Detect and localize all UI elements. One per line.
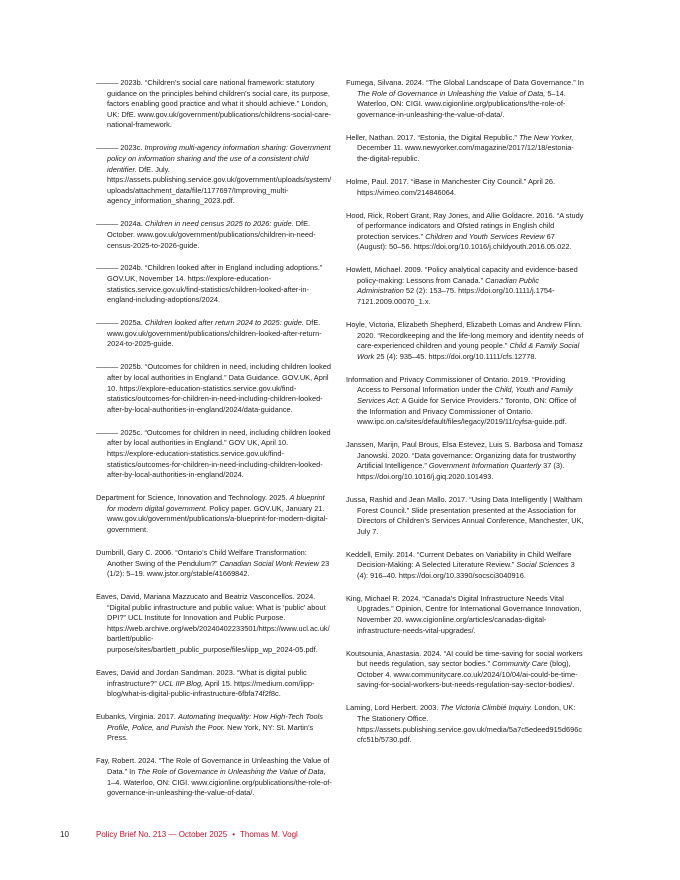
reference-text: Eaves, David, Mariana Mazzucato and Beatriz Vasconcellos. 2024. “Digital public infrastructure and public value: What is ‘public’ about DPI?” UCL Institute for Innovation and Public Purpose. https://web.archive.org/web/20240402233501/https://www.ucl.ac.uk/bartlett/public-purpose/sites/bartlett_public_purpose/files/iipp_wp_2024-05.pdf. <box>96 592 330 655</box>
reference-title: Canadian Social Work Review <box>219 558 319 568</box>
reference-entry <box>96 219 332 251</box>
reference-text: April 15. https://medium.com/iipp-blog/what-is-digital-public-infrastructure-6fbfa74f2f8c. <box>107 678 315 699</box>
page-number: 10 <box>60 830 69 839</box>
reference-entry <box>96 668 332 700</box>
brief-title: Policy Brief No. 213 — October 2025 <box>96 830 228 839</box>
reference-text: 52 (2): 153–75. https://doi.org/10.1111/j.1754-7121.2009.00070_1.x. <box>357 286 555 307</box>
reference-title: Children and Youth Services Review <box>425 231 545 241</box>
reference-entry <box>346 594 584 636</box>
reference-title: Community Care <box>492 659 548 669</box>
reference-text: Howlett, Michael. 2009. “Policy analytical capacity and evidence-based policy-making: Lessons from Canada.” <box>346 265 578 285</box>
reference-text: A Guide for Service Providers.” Toronto, ON: Office of the Information and Privacy Commissioner of Ontario. www.ipc.on.ca/sites/default/files/legacy/2019/11/cyfsa-guide.pdf. <box>357 396 577 427</box>
reference-text: 67 (August): 50–56. https://doi.org/10.1016/j.childyouth.2016.05.022. <box>357 231 572 252</box>
reference-entry <box>96 428 332 481</box>
reference-title: The New Yorker, <box>518 132 574 142</box>
reference-entry <box>346 177 584 198</box>
reference-entry <box>346 703 584 745</box>
reference-entry <box>346 211 584 253</box>
reference-text: Koutsounia, Anastasia. 2024. “AI could be time-saving for social workers but needs regulation, say sector bodies.” <box>346 648 583 669</box>
reference-text: December 11. www.newyorker.com/magazine/2017/12/18/estonia-the-digital-republic. <box>357 143 574 163</box>
reference-text: Laming, Lord Herbert. 2003. <box>346 703 441 713</box>
reference-text: Keddell, Emily. 2014. “Current Debates on Variability in Child Welfare Decision-Making: A Selected Literature Review.” <box>346 549 572 570</box>
reference-entry <box>346 550 584 582</box>
reference-text: ——— 2025a. <box>96 318 145 328</box>
footer-brief-info <box>96 830 298 840</box>
reference-text: DfE. www.gov.uk/government/publications/children-looked-after-return-2024-to-2025-guide. <box>107 318 322 349</box>
references-left-column <box>96 78 332 811</box>
reference-text: Heller, Nathan. 2017. “Estonia, the Digital Republic.” <box>346 132 519 142</box>
reference-text: 1–4. Waterloo, ON: CIGI. www.cigionline.org/publications/the-role-of-governance-in-unleashing-the-value-of-data/. <box>107 777 332 798</box>
reference-entry <box>96 263 332 305</box>
reference-title: The Victoria Climbié Inquiry. <box>440 703 533 713</box>
reference-text: London, UK: The Stationery Office. https://assets.publishing.service.gov.uk/media/5a7c5edeed915d696ccfc51b/5730.pdf. <box>357 703 583 745</box>
reference-text: 25 (4): 935–45. https://doi.org/10.1111/cfs.12778. <box>374 351 537 361</box>
reference-text: Janssen, Marijn, Paul Brous, Elsa Estevez, Luis S. Barbosa and Tomasz Janowski. 2020. “Data governance: Organizing data for trustworthy Artificial Intelligence.” <box>346 440 583 471</box>
reference-entry <box>96 712 332 744</box>
footer-author: Thomas M. Vogl <box>240 830 298 839</box>
reference-entry <box>96 318 332 350</box>
reference-text: Eaves, David and Jordan Sandman. 2023. “What is digital public infrastructure?” <box>96 668 307 688</box>
reference-title: Children in need census 2025 to 2026: guide. <box>144 219 294 229</box>
reference-text: 37 (3). https://doi.org/10.1016/j.giq.2020.101493. <box>357 461 565 481</box>
reference-text: Hood, Rick, Robert Grant, Ray Jones, and Allie Goldacre. 2016. “A study of performance indicators and Ofsted ratings in English child protection services.” <box>346 210 584 241</box>
reference-text: Information and Privacy Commissioner of Ontario. 2019. “Providing Access to Personal Information under the <box>346 374 566 395</box>
reference-title: Children looked after return 2024 to 2025: guide. <box>144 318 304 328</box>
reference-text: Fay, Robert. 2024. “The Role of Governance in Unleashing the Value of Data.” In <box>96 756 330 776</box>
reference-title: The Role of Governance in Unleashing the Value of Data, <box>357 88 546 98</box>
reference-entry <box>346 133 584 165</box>
reference-text: ——— 2024b. “Children looked after in England including adoptions.” GOV.UK, November 14. https://explore-education-statistics.service.gov.uk/find-statistics/children-looked-after-in-england-including-adoptions/2024. <box>96 263 323 305</box>
reference-text: Holme, Paul. 2017. “iBase in Manchester City Council.” April 26. https://vimeo.com/214846064. <box>346 176 556 197</box>
reference-text: Eubanks, Virginia. 2017. <box>96 712 179 722</box>
footer-separator: • <box>232 830 235 839</box>
reference-title: Child, Youth and Family Services Act: <box>357 385 573 405</box>
reference-entry <box>346 78 584 120</box>
reference-entry <box>346 375 584 428</box>
reference-entry <box>96 756 332 798</box>
reference-entry <box>346 649 584 691</box>
reference-entry <box>96 78 332 131</box>
reference-text: New York, NY: St. Martin’s Press. <box>107 722 314 743</box>
reference-text: Policy paper. GOV.UK, January 21. www.gov.uk/government/publications/a-blueprint-for-modern-digital-government. <box>107 503 328 534</box>
reference-entry <box>346 495 584 537</box>
reference-entry <box>346 320 584 362</box>
references-right-column <box>346 78 584 758</box>
reference-entry <box>96 362 332 415</box>
reference-title: UCL IIP Blog, <box>158 678 204 688</box>
reference-entry <box>96 493 332 535</box>
reference-text: DfE. July. https://assets.publishing.service.gov.uk/government/uploads/system/uploads/attachment_data/file/1177697/Improving_multi-agency_information_sharing_2023.pdf. <box>107 164 332 206</box>
reference-text: ——— 2025c. “Outcomes for children in need, including children looked after by local authorities in England.” GOV UK, April 10. https://explore-education-statistics.service.gov.uk/find-statistics/outcomes-for-children-in-need-including-children-looked-after-by-local-authorities-in-england/2024. <box>96 427 331 480</box>
reference-title: Improving multi-agency information sharing: Government policy on information sharing and the use of a consistent child identifier. <box>107 143 331 174</box>
reference-title: Social Sciences <box>516 560 569 570</box>
reference-text: Department for Science, Innovation and Technology. 2025. <box>96 493 290 503</box>
reference-title: Child & Family Social Work <box>357 341 580 361</box>
reference-entry <box>96 548 332 580</box>
reference-text: DfE. October. www.gov.uk/government/publications/children-in-need-census-2025-to-2026-guide. <box>107 219 316 250</box>
reference-text: Hoyle, Victoria, Elizabeth Shepherd, Elizabeth Lomas and Andrew Flinn. 2020. “Recordkeeping and the life-long memory and identity needs of care-experienced children and young people.” <box>346 320 584 351</box>
reference-text: 5–14. Waterloo, ON: CIGI. www.cigionline.org/publications/the-role-of-governance-in-unleashing-the-value-of-data/. <box>357 88 566 119</box>
reference-text: ——— 2025b. “Outcomes for children in need, including children looked after by local authorities in England.” Data Guidance. GOV.UK, April 10. https://explore-education-statistics.service.gov.uk/find-statistics/outcomes-for-children-in-need-including-children-looked-after-by-local-authorities-in-england/2024/data-guidance. <box>96 362 331 414</box>
reference-entry <box>96 592 332 656</box>
reference-entry <box>96 143 332 207</box>
reference-title: The Role of Governance in Unleashing the Value of Data, <box>137 766 326 776</box>
reference-text: (blog), October 4. www.communitycare.co.uk/2024/10/04/ai-could-be-time-saving-for-social-workers-but-needs-regulation-say-sector-bodies/. <box>357 659 578 690</box>
reference-title: A blueprint for modern digital government. <box>107 493 325 513</box>
reference-text: King, Michael R. 2024. “Canada’s Digital Infrastructure Needs Vital Upgrades.” Opinion, Centre for International Governance Innovation, November 20. www.cigionline.org/articles/canadas-digital-infrastructure-needs-vital-upgrades/. <box>346 593 582 635</box>
reference-text: Fumega, Silvana. 2024. “The Global Landscape of Data Governance.” In <box>346 78 584 87</box>
reference-text: Dumbrill, Gary C. 2006. “Ontario’s Child Welfare Transformation: Another Swing of the Pendulum?” <box>96 547 307 568</box>
reference-title: Government Information Quarterly <box>428 461 542 471</box>
reference-text: 23 (1/2): 5–19. www.jstor.org/stable/41669842. <box>107 558 330 579</box>
reference-title: Automating Inequality: How High-Tech Tools Profile, Police, and Punish the Poor. <box>107 712 323 732</box>
reference-entry <box>346 440 584 482</box>
reference-text: 3 (4): 916–40. https://doi.org/10.3390/socsci3040916. <box>357 560 575 580</box>
reference-entry <box>346 265 584 307</box>
reference-text: ——— 2024a. <box>96 219 145 229</box>
reference-text: Jussa, Rashid and Jean Mallo. 2017. “Using Data Intelligently | Waltham Forest Council.” Slide presentation presented at the Association for Directors of Children’s Services Annual Conference, Manchester, UK, July 7. <box>346 494 584 536</box>
reference-text: ——— 2023b. “Children’s social care national framework: statutory guidance on the principles behind children’s social care, its purpose, factors enabling good practice and what it should achieve.” London, UK: DfE. www.gov.uk/government/publications/childrens-social-care-national-framework. <box>96 78 332 130</box>
reference-title: Canadian Public Administration <box>357 275 539 296</box>
reference-text: ——— 2023c. <box>96 143 145 153</box>
